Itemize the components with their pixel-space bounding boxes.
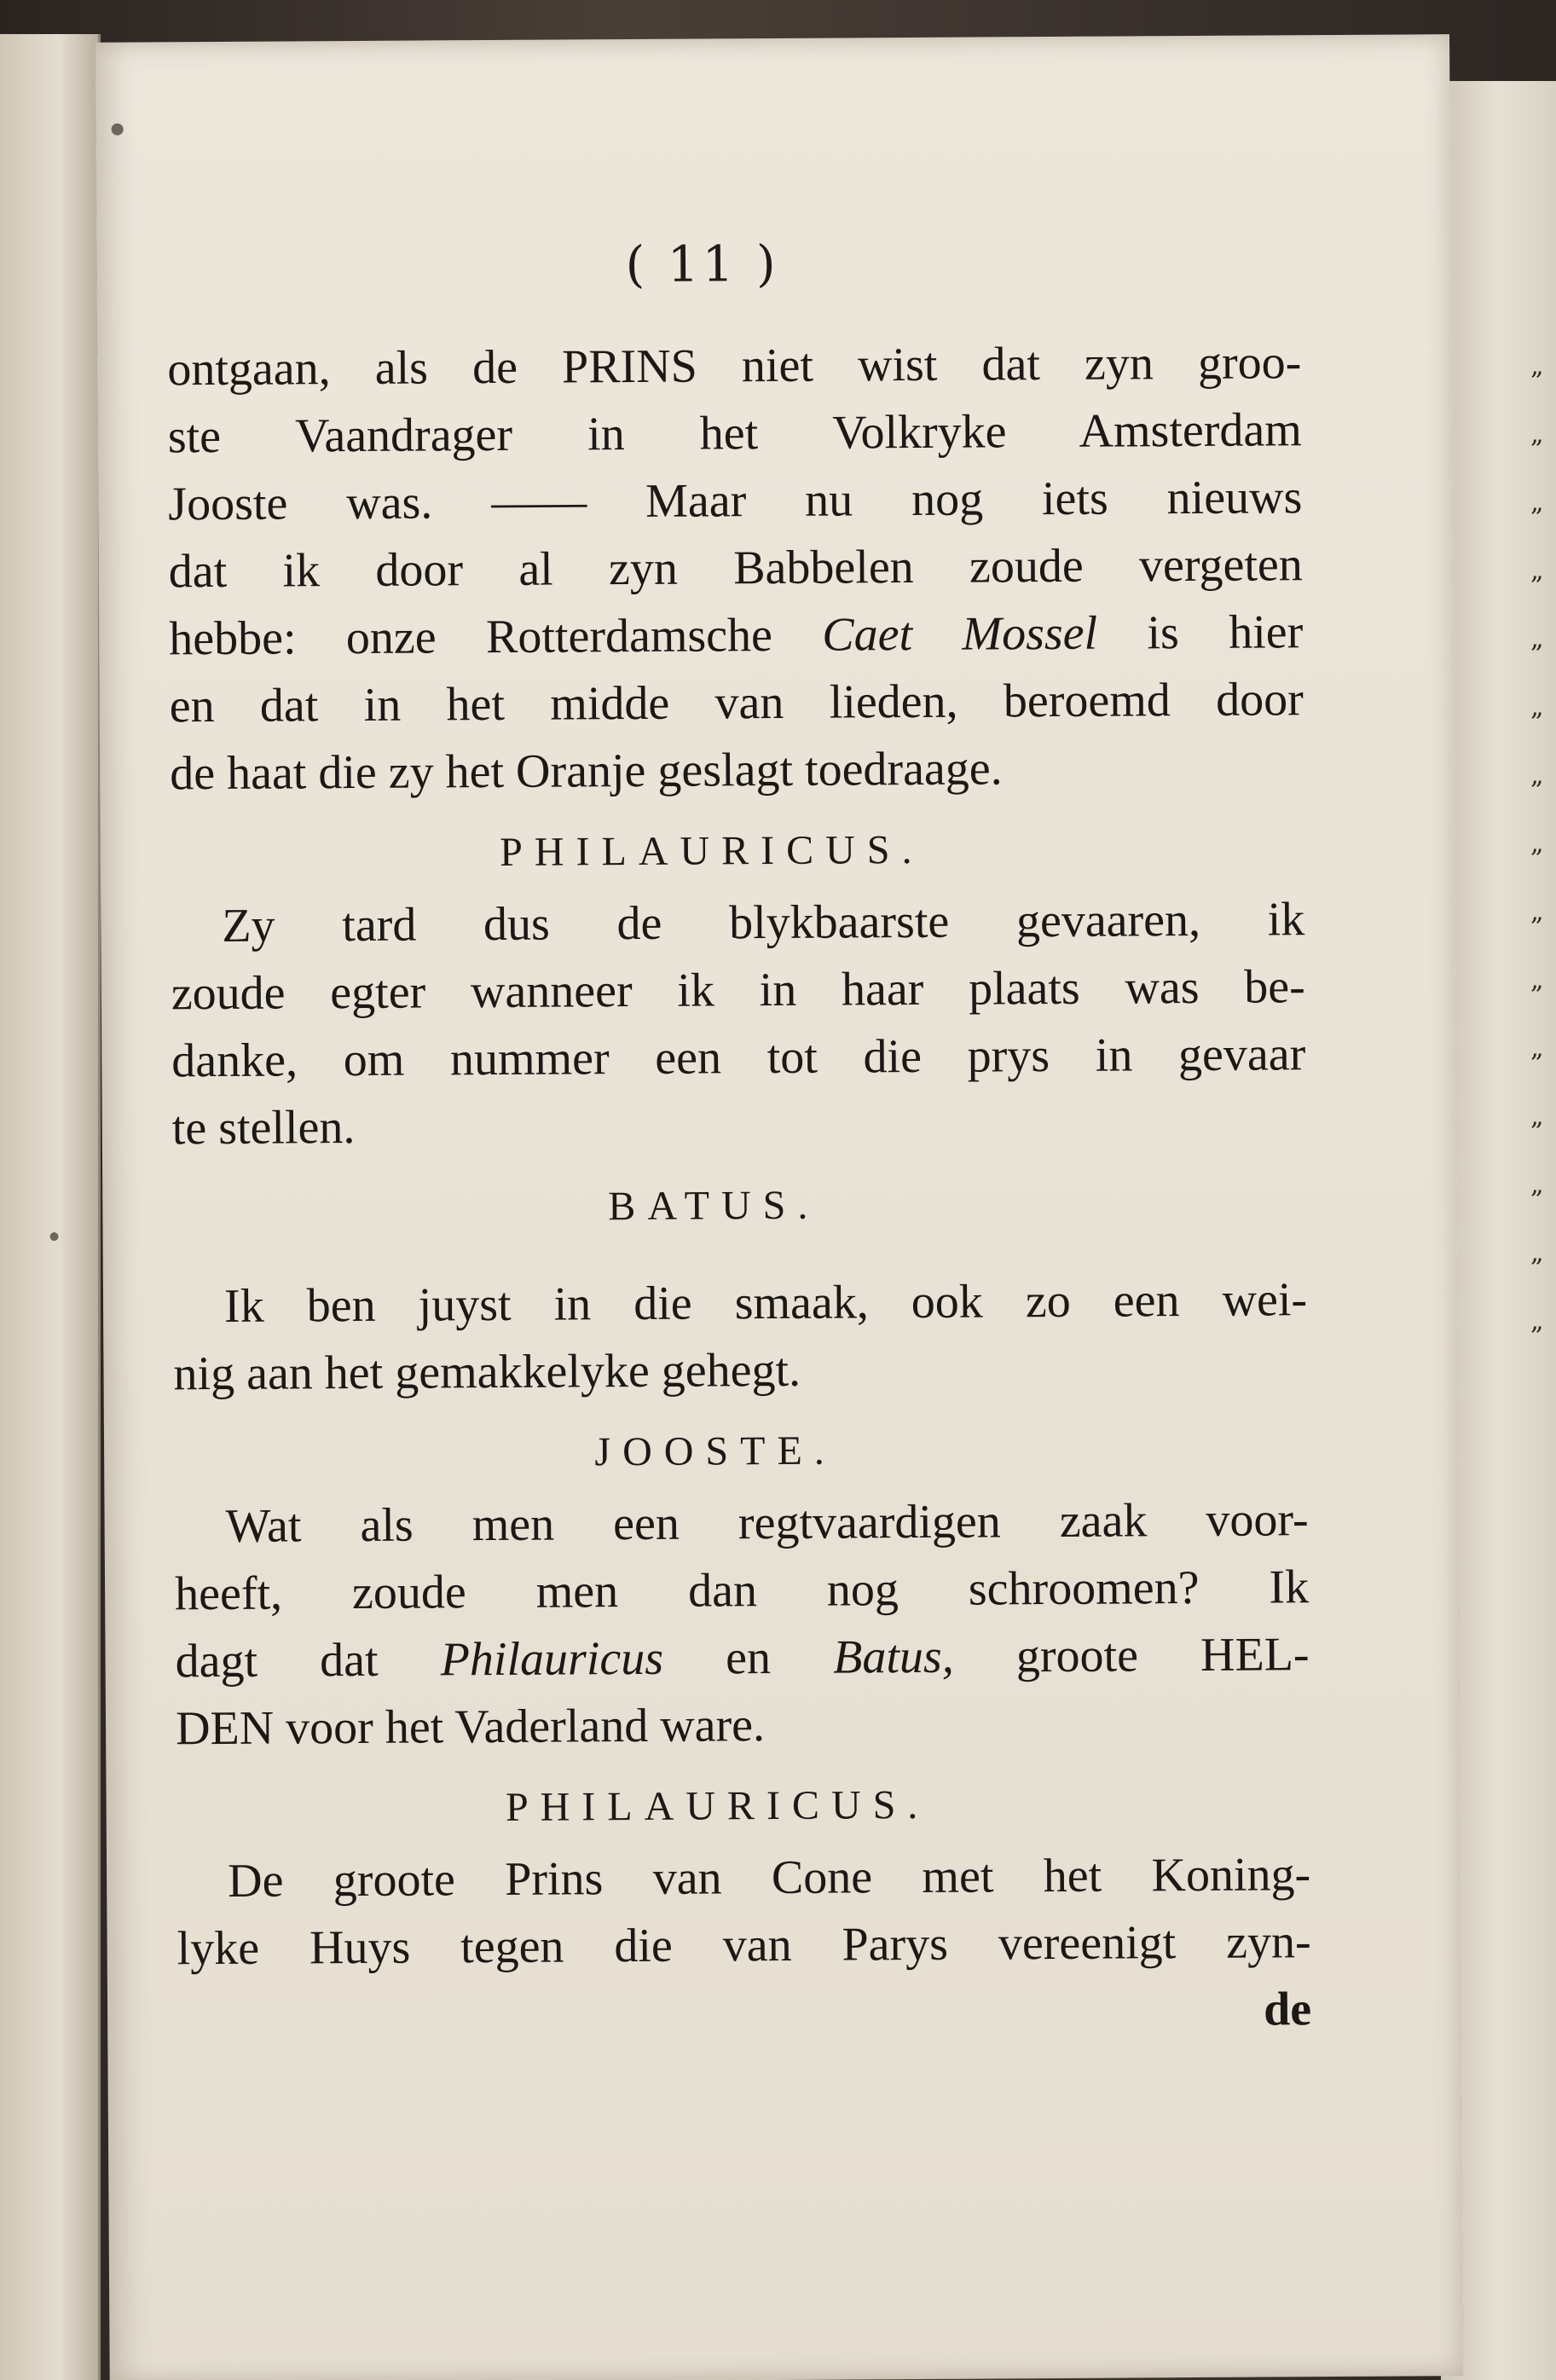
speaker-heading: BATUS. [608, 1182, 820, 1230]
name-italic: Caet Mossel [822, 606, 1098, 662]
name-italic: Batus, [832, 1630, 954, 1684]
page-text [167, 329, 1311, 2050]
quote-mark: „ [1530, 1034, 1544, 1063]
ink-spot [50, 1232, 59, 1241]
text-line: DEN voor het Vaderland ware. [175, 1699, 766, 1756]
text-span: en [725, 1631, 772, 1685]
quote-mark: „ [1530, 488, 1544, 518]
text-line: heeft, zoude men dan nog schroomen? Ik [174, 1561, 1310, 1621]
text-line: de haat die zy het Oranje geslagt toedraage. [170, 742, 1003, 801]
text-span: is hier [1147, 605, 1304, 660]
catchword: de [1263, 1983, 1312, 2036]
quote-mark: „ [1530, 624, 1544, 654]
book-page [95, 34, 1464, 2380]
text-line [175, 1621, 1309, 1695]
quote-mark: „ [1530, 829, 1544, 859]
quote-mark: „ [1530, 1306, 1544, 1336]
text-line: zoude egter wanneer ik in haar plaats was be- [171, 960, 1305, 1021]
text-line: De groote Prins van Cone met het Koning- [227, 1848, 1311, 1908]
text-line: Jooste was. —— Maar nu nog iets nieuws [168, 471, 1303, 531]
text-line: ontgaan, als de PRINS niet wist dat zyn groo- [167, 336, 1302, 397]
right-page-quote-marks [1530, 350, 1556, 1543]
quote-mark: „ [1530, 761, 1544, 790]
text-line: te stellen. [171, 1101, 356, 1155]
text-line: lyke Huys tegen die van Parys vereenigt zyn- [176, 1915, 1311, 1976]
text-line: en dat in het midde van lieden, beroemd door [169, 673, 1304, 733]
quote-mark: „ [1530, 897, 1544, 927]
text-line [169, 599, 1303, 673]
text-line: dat ik door al zyn Babbelen zoude vergeten [168, 538, 1303, 599]
text-line: Wat als men een regtvaardigen zaak voor- [225, 1493, 1309, 1553]
ink-spot [112, 124, 124, 136]
quote-mark: „ [1530, 1238, 1544, 1268]
text-span: hebbe: onze Rotterdamsche [169, 609, 773, 666]
text-line: danke, om nummer een tot die prys in gevaar [171, 1028, 1306, 1088]
speaker-heading: PHILAURICUS. [499, 826, 924, 875]
quote-mark: „ [1530, 556, 1544, 586]
left-page-edge [0, 34, 101, 2380]
quote-mark: „ [1530, 1170, 1544, 1200]
quote-mark: „ [1530, 692, 1544, 722]
name-italic: Philauricus [440, 1631, 664, 1687]
text-span: groote HEL- [1015, 1628, 1310, 1683]
speaker-heading: JOOSTE. [594, 1427, 836, 1475]
text-line: Zy tard dus de blykbaarste gevaaren, ik [222, 893, 1305, 953]
text-span: dagt dat [175, 1633, 379, 1688]
quote-mark: „ [1530, 351, 1544, 381]
speaker-heading: PHILAURICUS. [505, 1781, 930, 1830]
page-number: ( 11 ) [625, 234, 779, 294]
text-line: ste Vaandrager in het Volkryke Amsterdam [167, 403, 1303, 464]
quote-mark: „ [1530, 420, 1544, 449]
quote-mark: „ [1530, 1102, 1544, 1132]
text-line: Ik ben juyst in die smaak, ook zo een wei- [223, 1273, 1308, 1333]
text-line: nig aan het gemakkelyke gehegt. [173, 1343, 801, 1401]
quote-mark: „ [1530, 965, 1544, 995]
